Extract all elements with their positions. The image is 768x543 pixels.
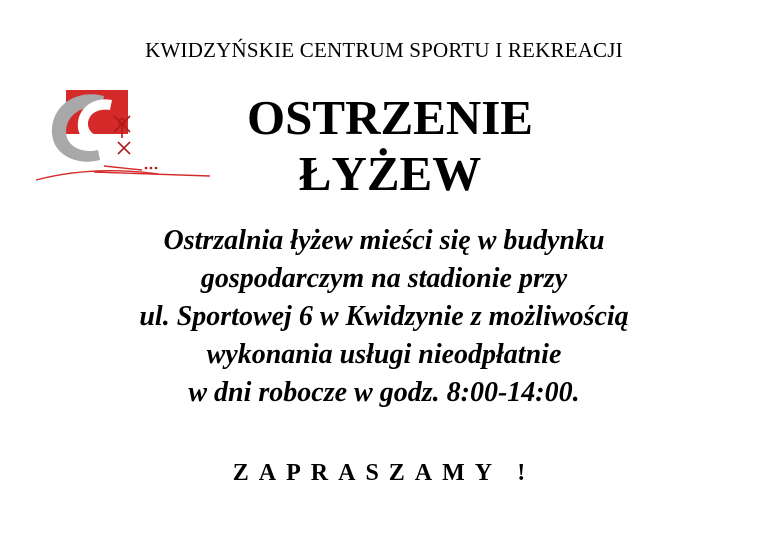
body-line-5: w dni robocze w godz. 8:00-14:00.	[188, 377, 580, 408]
title-line-1: OSTRZENIE	[247, 90, 533, 145]
body-line-2: gospodarczym na stadionie przy	[200, 263, 568, 294]
title-line-2: ŁYŻEW	[298, 146, 482, 201]
invitation-text: ZAPRASZAMY !	[232, 460, 536, 486]
body-line-4: wykonania usługi nieodpłatnie	[206, 339, 562, 370]
body-line-1: Ostrzalnia łyżew mieści się w budynku	[163, 225, 605, 256]
organization-name: KWIDZYŃSKIE CENTRUM SPORTU I REKREACJI	[145, 38, 623, 62]
logo-dots	[145, 167, 158, 170]
body-line-3: ul. Sportowej 6 w Kwidzynie z możliwością	[139, 301, 629, 332]
page-title	[160, 90, 620, 202]
announcement-text	[40, 222, 728, 412]
